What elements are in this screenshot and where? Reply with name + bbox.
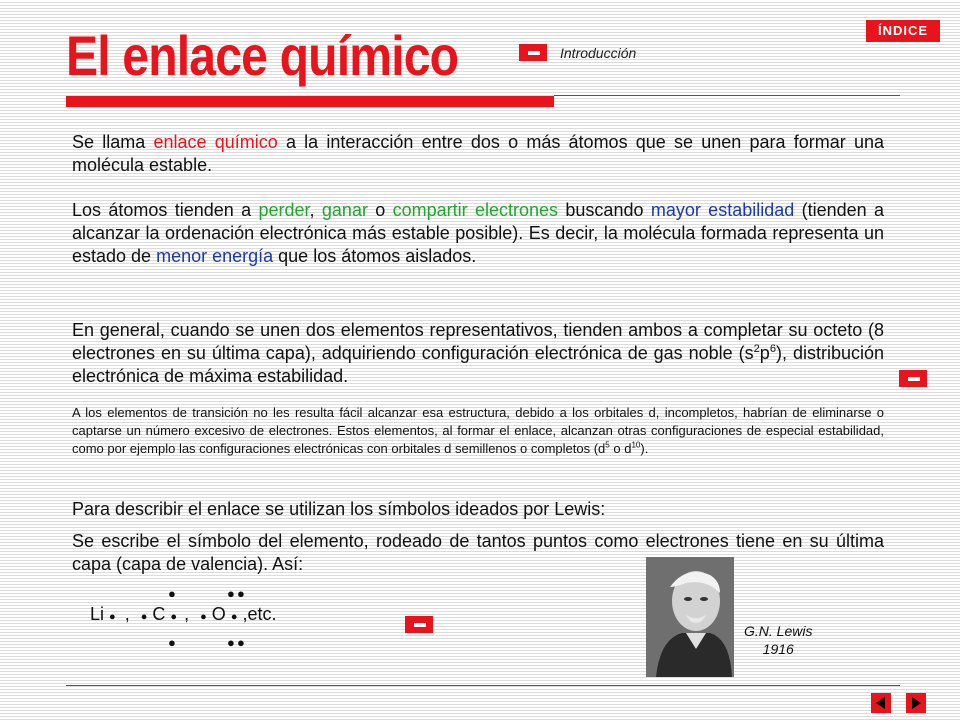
electron-dot: ● — [140, 611, 148, 623]
text: En general, cuando se unen dos elementos representativos, tienden ambos a completar su octeto (8 electrones en su última capa), adquiriendo configuración electrónica de gas noble (s — [72, 320, 884, 363]
text: buscando — [558, 200, 651, 220]
text: o d — [609, 441, 632, 456]
keyword-menor-energia: menor energía — [156, 246, 274, 266]
paragraph-tendencies — [72, 199, 884, 268]
electron-dot: ● — [170, 611, 178, 623]
caption-year: 1916 — [762, 641, 794, 657]
index-button[interactable]: ÍNDICE — [866, 20, 940, 42]
page-title: El enlace químico — [66, 24, 459, 87]
text: Los átomos tienden a — [72, 200, 259, 220]
next-slide-button[interactable] — [906, 693, 926, 713]
intro-nav-button[interactable] — [519, 44, 547, 61]
text: o — [367, 200, 393, 220]
text: ). — [640, 441, 649, 456]
electron-dot: ● — [227, 635, 235, 650]
text: Se llama — [72, 132, 154, 152]
arrow-right-icon — [906, 693, 926, 713]
electron-dot: ● — [200, 611, 207, 623]
keyword-enlace-quimico: enlace químico — [153, 132, 278, 152]
keyword-mayor-estabilidad: mayor estabilidad — [650, 200, 795, 220]
electron-dot: ● — [109, 611, 116, 623]
superscript: 10 — [631, 440, 641, 450]
electron-dot: ● — [237, 635, 245, 650]
text: p — [759, 343, 770, 363]
keyword-compartir-electrones: compartir electrones — [392, 200, 559, 220]
separator: , — [124, 604, 130, 624]
portrait-caption — [744, 622, 812, 658]
text: A los elementos de transición no les resulta fácil alcanzar esa estructura, debido a los orbitales d, incompletos, habrían de eliminarse o captarse un número excesivo de electrones. Estos elementos, al formar el enlace, alcanzan otras configuraciones de especial estabilidad, como por ejemplo las configuraciones electrónicas con orbitales d semillenos o completos (d — [72, 405, 884, 456]
portrait-drawing — [646, 557, 734, 677]
text: a la interacción entre dos o más átomos que se unen para formar una molécula estable. — [72, 132, 884, 175]
lewis-row — [90, 604, 277, 625]
paragraph-definition — [72, 131, 884, 177]
separator: , — [184, 604, 190, 624]
lewis-portrait-image — [646, 557, 734, 677]
paragraph-octet — [72, 319, 884, 388]
keyword-perder: perder — [258, 200, 310, 220]
paragraph-lewis-rule: Se escribe el símbolo del elemento, rodeado de tantos puntos como electrones tiene en su última capa (capa de valencia). Así: — [72, 531, 884, 574]
etc-text: ,etc. — [242, 604, 277, 624]
text: (tienden a alcanzar la ordenación electrónica más estable posible). Es decir, la molécula formada representa un estado de — [72, 200, 884, 266]
intro-link[interactable]: Introducción — [560, 45, 637, 61]
text: que los átomos aislados. — [273, 246, 477, 266]
symbol-c: C — [152, 604, 166, 624]
electron-dot: ● — [168, 586, 176, 601]
bottom-rule — [66, 685, 900, 686]
keyword-ganar: ganar — [321, 200, 368, 220]
caption-name: G.N. Lewis — [744, 623, 813, 639]
electron-dot: ● — [227, 586, 235, 601]
electron-dot: ● — [168, 635, 176, 650]
title-underline-bar — [66, 96, 554, 107]
electron-dot: ● — [230, 611, 238, 623]
title-underline-line — [554, 95, 900, 96]
lewis-nav-button[interactable] — [405, 616, 433, 633]
previous-slide-button[interactable] — [871, 693, 891, 713]
superscript: 5 — [605, 440, 610, 450]
paragraph-transition-elements — [72, 404, 884, 458]
arrow-left-icon — [871, 693, 891, 713]
octet-nav-button[interactable] — [899, 370, 927, 387]
symbol-li: Li — [90, 604, 105, 624]
superscript: 6 — [769, 343, 777, 355]
superscript: 2 — [753, 343, 760, 355]
text: , — [309, 200, 322, 220]
text: ), distribución electrónica de máxima estabilidad. — [72, 343, 884, 386]
electron-dot: ● — [237, 586, 245, 601]
paragraph-lewis-intro: Para describir el enlace se utilizan los símbolos ideados por Lewis: — [72, 499, 606, 519]
symbol-o: O — [211, 604, 226, 624]
